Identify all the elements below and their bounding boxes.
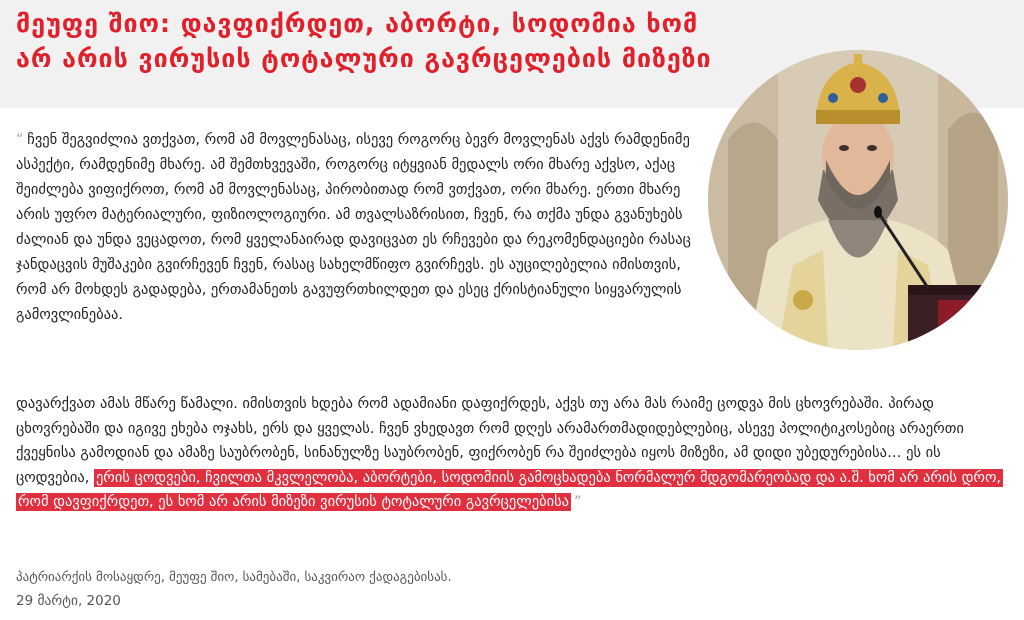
- open-quote-mark: “: [16, 132, 24, 148]
- publish-date: 29 მარტი, 2020: [16, 593, 121, 609]
- highlighted-text: ერის ცოდვები, ჩვილთა მკვლელობა, აბორტები, სოდომიის გამოცხადება ნორმალურ მდგომარეობად და ა.შ. ხომ არ არის დრო, რომ დავფიქრდეთ, ეს ხომ არ არის მიზეზი ვირუსის ტოტალური გავრცელებისა: [18, 469, 1001, 510]
- quote-text: ჩვენ შეგვიძლია ვთქვათ, რომ ამ მოვლენასაც, ისევე როგორც ბევრ მოვლენას აქვს რამდენიმე ასპექტი, რამდენიმე მხარე. ამ შემთხვევაში, როგორც იტყვიან მედალს ორი მხარე აქვსო, აქაც შეიძლება ვიფიქროთ, რომ ამ მოვლენასაც, პირობითად რომ ვთქვათ, ორი მხარე. ერთი მხარე არის უფრო მატერიალური, ფიზიოლოგიური. ამ თვალსაზრისით, ჩვენ, რა თქმა უნდა გვანუხებს ძალიან და უნდა ვეცადოთ, რომ ყველანაირად დავიცვათ ეს რჩევები და რეკომენდაციები რასაც ჯანდაცვის მუშაკები გვირჩევენ ჩვენ, რასაც სახელმწიფო გვირჩევს. ეს აუცილებელია იმისთვის, რომ არ მოხდეს გადადება, ერთამანეთს გავუფრთხილდეთ და ესეც ქრისტიანული სიყვარულის გამოვლინებაა.: [16, 132, 691, 323]
- article-title: მეუფე შიო: დავფიქრდეთ, აბორტი, სოდომია ხომ არ არის ვირუსის ტოტალური გავრცელების მიზეზი: [16, 9, 712, 73]
- close-quote-mark: ”: [574, 494, 582, 510]
- body-paragraph: [16, 392, 1016, 515]
- portrait-photo: [708, 50, 1008, 350]
- photo-caption: პატრიარქის მოსაყდრე, მეუფე შიო, სამებაში, საკვირაო ქადაგებისას.: [16, 570, 452, 585]
- body-text: დავარქვათ ამას მწარე წამალი. იმისთვის ხდება რომ ადამიანი დაფიქრდეს, აქვს თუ არა მას რაიმე ცოდვა მის ცხოვრებაში. პირად ცხოვრებაში და იგივე ეხება ოჯახს, ერს და ყველას. ჩვენ ვხედავთ რომ დღეს არამართმადიდებლებიც, ასევე პოლიტიკოსებიც არაერთი ქვეყნისა გამოდიან და ამაზე საუბრობენ, სინანულზე საუბრობენ, ფიქრობენ რა შეიძლება იყოს მიზეზი, ამ დიდი უბედურებისა… ეს ის ცოდვებია,: [16, 396, 964, 486]
- portrait-illustration: [708, 50, 1008, 350]
- quote-paragraph: [16, 128, 706, 328]
